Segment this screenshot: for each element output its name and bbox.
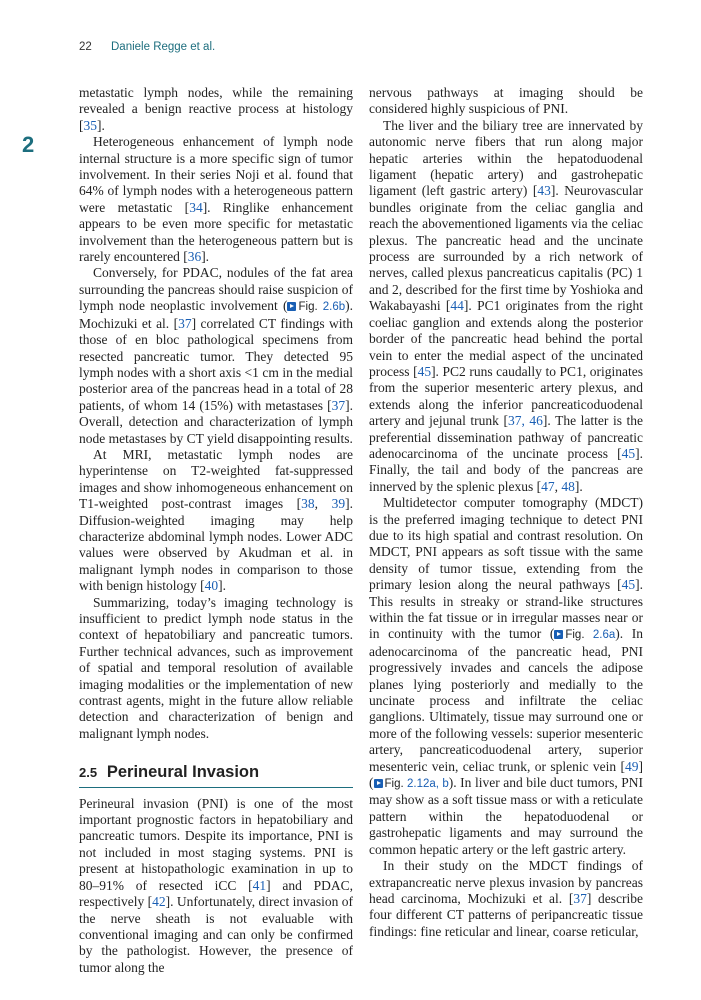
running-header xyxy=(79,41,215,53)
figure-reference[interactable]: Fig. 2.12a, b xyxy=(374,778,449,790)
citation-link[interactable]: 45 xyxy=(417,363,432,379)
citation-link[interactable]: 38 xyxy=(301,496,315,512)
chapter-number: 2 xyxy=(22,132,35,157)
paragraph: Perineural invasion (PNI) is one of the most important prognostic factors in hepatobiliary and pancreatic tumors. Despite its importance, PNI is not included in most staging systems. PNI is present at histopathologic examination in up to 80–91% of resected iCC [41] and PDAC, respectively [42]. Unfortunately, direct invasion of the nerve sheath is not evaluable with conventional imaging and can only be confirmed by the pathologist. However, the presence of tumor along the xyxy=(79,795,353,975)
citation-link[interactable]: 37 xyxy=(178,315,192,331)
paragraph: The liver and the biliary tree are innervated by autonomic nerve fibers that run along major hepatic arteries within the hepatoduodenal ligament (hepatic artery) and gastrohepatic ligament (left gastric artery) [43]. Neurovascular bundles originate from the celiac ganglia and reach the abovementioned ligaments via the celiac plexus. The pancreatic head and the uncinate process are surrounded by a rich network of nerves, called plexus pancreaticus capitalis (PC) 1 and 2, described for the first time by Yoshioka and Wakabayashi [44]. PC1 originates from the right coeliac ganglion and extends along the posterior border of the pancreatic head behind the portal vein to enter the medial aspect of the uncinated process [45]. PC2 runs caudally to PC1, originates from the superior mesenteric artery plexus, and extends along the inferior pancreaticoduodenal artery and jejunal trunk [37, 46]. The latter is the preferential dissemination pathway of pancreatic adenocarcinoma of the uncinate process [45]. Finally, the tail and body of the pancreas are innerved by the splenic plexus [47, 48]. xyxy=(369,117,644,494)
paragraph: metastatic lymph nodes, while the remaining revealed a benign reactive process at histology [35]. xyxy=(79,85,353,133)
figure-link[interactable]: 2.6a xyxy=(592,629,616,642)
figure-link[interactable]: 2.12a, b xyxy=(407,778,449,791)
citation-link[interactable]: 42 xyxy=(152,894,166,910)
citation-link[interactable]: 36 xyxy=(187,249,202,265)
citation-link[interactable]: 44 xyxy=(450,298,464,314)
citation-link[interactable]: 39 xyxy=(331,496,346,512)
figure-link-icon xyxy=(554,630,563,639)
figure-link-icon xyxy=(287,302,296,311)
figure-link[interactable]: 2.6b xyxy=(322,301,346,314)
citation-link[interactable]: 47 xyxy=(541,478,555,494)
citation-link[interactable]: 48 xyxy=(561,478,575,494)
citation-link[interactable]: 40 xyxy=(204,578,219,594)
citation-link[interactable]: 43 xyxy=(537,183,551,199)
left-column xyxy=(79,85,353,976)
citation-link[interactable]: 37 xyxy=(573,890,587,906)
citation-link[interactable]: 45 xyxy=(621,577,636,593)
paragraph: nervous pathways at imaging should be considered highly suspicious of PNI. xyxy=(369,85,643,117)
citation-link[interactable]: 37 xyxy=(331,397,346,413)
section-heading xyxy=(79,764,353,787)
citation-link[interactable]: 41 xyxy=(252,877,267,893)
citation-link[interactable]: 37, 46 xyxy=(507,413,543,429)
paragraph: In their study on the MDCT findings of extrapancreatic nerve plexus invasion by pancreas head carcinoma, Mochizuki et al. [37] describe four different CT patterns of peripancreatic tissue findings: fine reticular and linear, coarse reticular, xyxy=(369,858,643,939)
section-title: Perineural Invasion xyxy=(106,763,260,782)
figure-reference[interactable]: Fig. 2.6b xyxy=(287,301,345,313)
running-author: Daniele Regge et al. xyxy=(111,41,216,53)
citation-link[interactable]: 35 xyxy=(83,117,97,133)
paragraph: Multidetector computer tomography (MDCT) is the preferred imaging technique to detect PNI due to its high spatial and contrast resolution. On MDCT, PNI appears as soft tissue with the same density of tumor tissue, extending from the primary lesion along the neural pathways [45]. This results in streaky or strand-like structures within the fat tissue or in irregular masses near or in continuity with the tumor ( Fig. 2.6a). In adenocarcinoma of the pancreatic head, PNI progressively invades and cancels the adipose planes lying posteriorly and medially to the uncinate process and infiltrate the celiac ganglions. Ultimately, tissue may surround one or more of the following vessels: superior mesenteric artery, pancreaticoduodenal artery, superior mesenteric vein, celiac trunk, or splenic vein [49] ( Fig. 2.12a, b). In liver and bile duct tumors, PNI may show as a soft tissue mass or with a reticulate pattern within the hepatoduodenal or gastrohepatic ligaments and may surround the common hepatic artery or the left gastric artery. xyxy=(369,495,643,857)
paragraph: Heterogeneous enhancement of lymph node internal structure is a more specific sign of tumor involvement. In their series Noji et al. found that 64% of lymph nodes with a heterogeneous pattern were metastatic [34]. Ringlike enhancement appears to be even more specific for metastatic involvement than the heterogeneous pattern but is rarely encountered [36]. xyxy=(79,134,353,265)
paragraph: Summarizing, today’s imaging technology is insufficient to predict lymph node status in the context of hepatobiliary and pancreatic tumors. Further technical advances, such as improvement of spatial and temporal resolution of available imaging modalities or the implementation of new contrast agents, might in the future allow reliable detection and characterization of benign and malignant lymph nodes. xyxy=(79,594,353,741)
figure-reference[interactable]: Fig. 2.6a xyxy=(554,629,615,641)
paragraph: Conversely, for PDAC, nodules of the fat area surrounding the pancreas should raise suspicion of lymph node neoplastic involvement ( Fig. 2.6b). Mochizuki et al. [37] correlated CT findings with those of en bloc pathological specimens from resected pancreatic tumor. They detected 95 lymph nodes with a short axis <1 cm in the medial posterior area of the pancreas head in a total of 28 patients, of whom 14 (15%) with metastases [37]. Overall, detection and characterization of lymph node metastases by CT yield disappointing results. xyxy=(79,265,353,446)
right-column xyxy=(369,85,643,940)
paragraph: At MRI, metastatic lymph nodes are hyperintense on T2-weighted fat-suppressed images and show inhomogeneous enhancement on T1-weighted post-contrast images [38, 39]. Diffusion-weighted imaging may help characterize abdominal lymph nodes. Lower ADC values were observed by Akudman et al. in malignant lymph nodes in comparison to those with benign histology [40]. xyxy=(79,446,353,594)
citation-link[interactable]: 45 xyxy=(621,445,636,461)
citation-link[interactable]: 34 xyxy=(189,199,203,215)
section-number: 2.5 xyxy=(79,765,98,781)
citation-link[interactable]: 49 xyxy=(625,758,639,774)
figure-link-icon xyxy=(374,779,383,788)
page-number: 22 xyxy=(79,41,92,53)
